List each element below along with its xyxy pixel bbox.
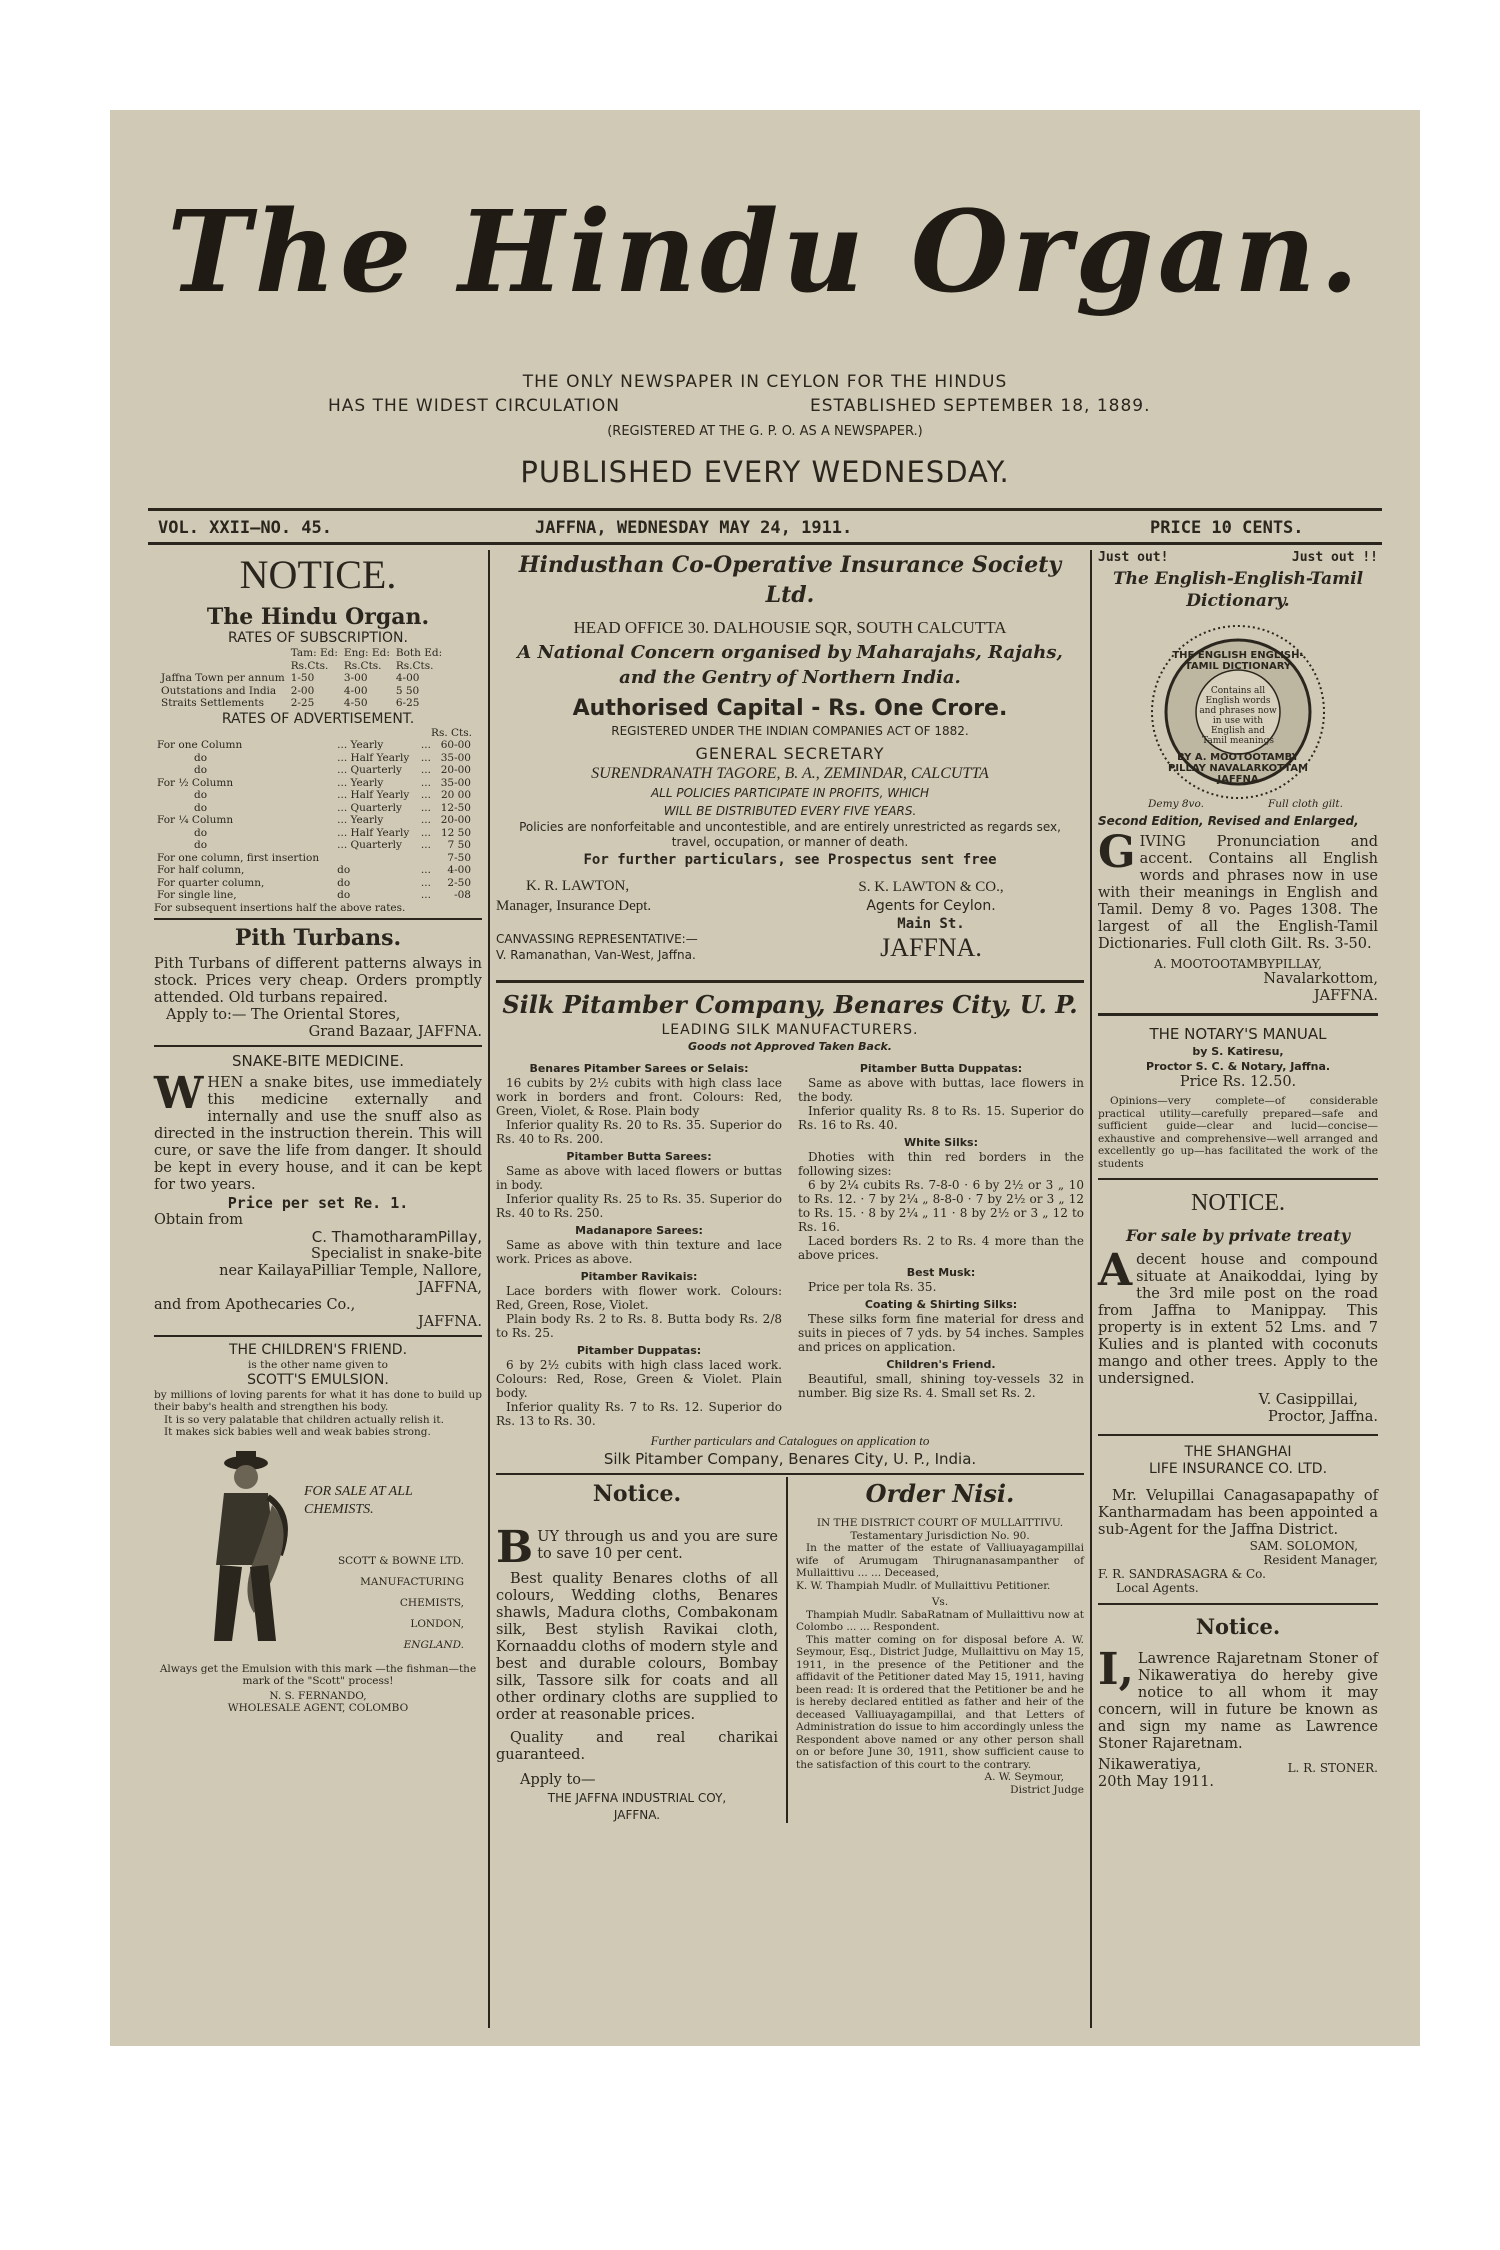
advertisement-cell: 20-00 — [440, 764, 471, 776]
advertisement-cell: For one Column — [157, 739, 243, 751]
notary-title: THE NOTARY'S MANUAL — [1149, 1025, 1327, 1043]
canvassing-name: V. Ramanathan, Van-West, Jaffna. — [496, 948, 696, 962]
silk-item-text: Same as above with laced flowers or buttas in body. — [496, 1164, 782, 1192]
silk-item-text: Dhoties with thin red borders in the following sizes: — [798, 1150, 1084, 1178]
cf-agent: N. S. FERNANDO, — [269, 1689, 367, 1702]
advertisement-cell: ... Half Yearly — [337, 826, 410, 839]
cf-sub: is the other name given to — [248, 1359, 388, 1371]
silk-goods: Goods not Approved Taken Back. — [688, 1040, 892, 1053]
cf-agent-2: WHOLESALE AGENT, COLOMBO — [227, 1702, 409, 1714]
advertisement-table — [154, 739, 474, 902]
advertisement-cell: ... Yearly — [337, 814, 384, 826]
notice-company: THE JAFFNA INDUSTRIAL COY, — [547, 1791, 727, 1805]
insurance-capital: Authorised Capital - Rs. One Crore. — [572, 696, 1008, 721]
silk-left-column — [496, 1058, 782, 1428]
silk-item-heading: Madanapore Sarees: — [575, 1224, 703, 1237]
dictionary-edition: Second Edition, Revised and Enlarged, — [1098, 814, 1359, 828]
dateline: JAFFNA, WEDNESDAY MAY 24, 1911. — [535, 518, 853, 538]
rule — [154, 1335, 482, 1337]
advertisement-cell: do — [194, 826, 208, 839]
agent-name: S. K. LAWTON & CO., — [858, 879, 1004, 895]
advertisement-cell: 12-50 — [440, 801, 471, 814]
masthead-title: The Hindu Organ. — [167, 187, 1363, 318]
notice-block — [496, 1477, 778, 1823]
silk-item-text: Laced borders Rs. 2 to Rs. 4 more than the above prices. — [798, 1234, 1084, 1262]
name-notice-dropcap: I, — [1098, 1644, 1134, 1695]
silk-columns — [496, 1058, 1084, 1428]
cf-maker — [304, 1551, 464, 1656]
shanghai-title: THE SHANGHAI — [1184, 1444, 1292, 1460]
name-notice-block — [1098, 1644, 1378, 1753]
advertisement-cell: ... — [420, 839, 431, 851]
silk-item-heading: Pitamber Butta Duppatas: — [859, 1062, 1023, 1075]
organ-title: The Hindu Organ. — [206, 604, 430, 630]
seal-inner-text: Contains all English words and phrases now in use with English and Tamil meanings — [1199, 686, 1277, 746]
notice-heading-2: Notice. — [592, 1481, 682, 1507]
snake-obtain: Obtain from — [154, 1212, 244, 1228]
silk-item-text: Lace borders with flower work. Colours: Red, Green, Rose, Violet. — [496, 1284, 782, 1312]
cf-body-1: by millions of loving parents for what it has done to build up their baby's health and strengthen his body. — [154, 1388, 482, 1413]
shanghai-title-2: LIFE INSURANCE CO. LTD. — [1148, 1461, 1328, 1477]
rule — [1098, 1178, 1378, 1180]
dictionary-author: A. MOOTOOTAMBYPILLAY, — [1154, 957, 1322, 971]
pith-heading: Pith Turbans. — [234, 925, 402, 951]
rule — [496, 1473, 1084, 1475]
advertisement-cell: do — [194, 751, 208, 764]
column-2 — [496, 550, 1084, 1823]
notary-role: Proctor S. C. & Notary, Jaffna. — [1145, 1060, 1331, 1073]
canvassing-label: CANVASSING REPRESENTATIVE:— — [496, 932, 698, 946]
advertisement-cell: ... Half Yearly — [337, 751, 410, 764]
subscription-cell: Straits Settlements — [161, 697, 264, 709]
masthead-published: PUBLISHED EVERY WEDNESDAY. — [520, 455, 1010, 489]
seal-top-text: THE ENGLISH ENGLISH-TAMIL DICTIONARY — [1172, 650, 1304, 672]
order-judge: A. W. Seymour, — [984, 1771, 1064, 1783]
advertisement-cell: ... — [420, 739, 431, 751]
rule — [1098, 1013, 1378, 1016]
advertisement-cell: ... Quarterly — [337, 801, 402, 814]
agent-city: JAFFNA. — [880, 933, 982, 962]
subscription-cell: 2-25 — [290, 697, 315, 709]
subscription-header-cell — [158, 647, 288, 660]
subscription-unit-cell: Rs.Cts. — [343, 659, 382, 672]
silk-item-text: Same as above with thin texture and lace work. Prices as above. — [496, 1238, 782, 1266]
snake-city: JAFFNA, — [417, 1280, 482, 1296]
advertisement-row — [154, 814, 474, 827]
subscription-row — [158, 672, 445, 685]
column-3 — [1098, 550, 1378, 1791]
insurance-concern: A National Concern organised by Maharajahs, Rajahs, and the Gentry of Northern India. — [517, 642, 1063, 688]
advertisement-row — [154, 789, 474, 802]
advertisement-cell — [334, 852, 418, 865]
seal-bottom-text: BY A. MOOTOOTAMBY PILLAY NAVALARKOTTAM JAFFNA — [1168, 752, 1308, 785]
insurance-profits-2: WILL BE DISTRIBUTED EVERY FIVE YEARS. — [663, 804, 917, 818]
advertisement-cell: ... — [420, 826, 431, 839]
subscription-row — [158, 685, 445, 698]
name-notice-place: Nikaweratiya, — [1098, 1757, 1202, 1773]
notice-heading: NOTICE. — [239, 552, 397, 597]
order-jurisdiction: Testamentary Jurisdiction No. 90. — [850, 1529, 1030, 1542]
silk-right-column — [798, 1058, 1084, 1428]
advertisement-row — [154, 864, 474, 877]
subscription-header-cell: Eng: Ed: — [343, 647, 390, 659]
pith-apply: Apply to:— The Oriental Stores, — [166, 1007, 401, 1023]
advertisement-cell: ... — [420, 864, 431, 876]
silk-item-text: 6 by 2½ cubits with high class laced work. Colours: Red, Rose, Green & Violet. Plain body. — [496, 1358, 782, 1400]
notary-opinions: Opinions—very complete—of considerable practical utility—carefully prepared—safe and sufficient guide—clear and lucid—concise—exhaustive and comprehensive—well arranged and excellently go up—has facilitated the work of the students — [1098, 1095, 1378, 1170]
snake-heading: SNAKE-BITE MEDICINE. — [231, 1052, 405, 1070]
advertisement-row — [154, 889, 474, 902]
cf-maker-line: LONDON, — [410, 1617, 464, 1630]
column-rule-1 — [488, 550, 490, 2028]
advertisement-cell: 2-50 — [447, 876, 471, 889]
order-court: IN THE DISTRICT COURT OF MULLAITTIVU. — [816, 1517, 1064, 1529]
snake-block — [154, 1068, 482, 1194]
advertisement-cell: 4-00 — [447, 864, 471, 876]
advertisement-cell: 12 50 — [440, 826, 471, 839]
seal-left-text: Demy 8vo. — [1148, 798, 1204, 810]
insurance-office: HEAD OFFICE 30. DALHOUSIE SQR, SOUTH CALCUTTA — [573, 618, 1007, 637]
rule — [1098, 1434, 1378, 1436]
cf-maker-line: CHEMISTS, — [399, 1596, 464, 1609]
silk-item-heading: Pitamber Ravikais: — [580, 1270, 698, 1283]
dictionary-body-block — [1098, 827, 1378, 953]
newspaper-page — [110, 110, 1420, 2046]
advertisement-cell: ... — [420, 751, 431, 764]
silk-item-text: These silks form fine material for dress and suits in pieces of 7 yds. by 54 inches. Samples and prices on application. — [798, 1312, 1084, 1354]
rule-top — [148, 508, 1382, 511]
subscription-cell: 6-25 — [395, 697, 420, 709]
dictionary-seal-block — [1098, 612, 1378, 812]
pith-address: Grand Bazaar, JAFFNA. — [308, 1024, 482, 1040]
agent-street: Main St. — [897, 916, 965, 932]
order-party: K. W. Thampiah Mudlr. of Mullaittivu Petitioner. — [796, 1579, 1051, 1592]
advertisement-row — [154, 802, 474, 815]
advertisement-row — [154, 739, 474, 752]
price: PRICE 10 CENTS. — [1150, 518, 1304, 538]
notice-heading-4: Notice. — [1195, 1614, 1281, 1639]
silk-item-text: Plain body Rs. 2 to Rs. 8. Butta body Rs. 2/8 to Rs. 25. — [496, 1312, 782, 1340]
silk-item-heading: Pitamber Butta Sarees: — [566, 1150, 712, 1163]
cf-sale: FOR SALE AT ALL CHEMISTS. — [304, 1483, 413, 1517]
silk-title: Silk Pitamber Company, Benares City, U. P. — [502, 990, 1078, 1019]
dictionary-city: JAFFNA. — [1313, 988, 1378, 1004]
cf-maker-line: ENGLAND. — [403, 1638, 464, 1651]
silk-item-text: Same as above with buttas, lace flowers in the body. — [798, 1076, 1084, 1104]
pith-body: Pith Turbans of different patterns always in stock. Prices very cheap. Orders promptly attended. Old turbans repaired. — [154, 956, 482, 1006]
notice-lead: UY through us and you are sure to save 10 per cent. — [537, 1529, 778, 1562]
just-out-row — [1098, 550, 1378, 566]
rates-advertisement: RATES OF ADVERTISEMENT. — [221, 710, 415, 727]
seal-right-text: Full cloth gilt. — [1268, 798, 1343, 810]
sale-heading: For sale by private treaty — [1126, 1226, 1350, 1245]
silk-item-heading: Benares Pitamber Sarees or Selais: — [529, 1062, 749, 1075]
insurance-further: For further particulars, see Prospectus sent free — [583, 852, 997, 868]
silk-item-heading: Best Musk: — [906, 1266, 976, 1279]
silk-further: Further particulars and Catalogues on application to — [650, 1433, 930, 1448]
column-1 — [154, 550, 482, 1715]
advertisement-cell: ... — [420, 814, 431, 826]
advertisement-cell: 35-00 — [440, 751, 471, 764]
just-out-left: Just out! — [1098, 550, 1169, 565]
order-block — [796, 1477, 1084, 1823]
name-notice-footer — [1098, 1757, 1378, 1791]
advertisement-cell: do — [194, 839, 208, 851]
subscription-cell: 4-50 — [343, 697, 368, 709]
silk-item-text: Inferior quality Rs. 25 to Rs. 35. Superior do Rs. 40 to Rs. 250. — [496, 1192, 782, 1220]
rule — [154, 1045, 482, 1047]
snake-dropcap: W — [154, 1068, 204, 1119]
cf-ad-block — [154, 1445, 482, 1663]
subscription-unit-cell: Rs.Cts. — [290, 659, 329, 672]
advertisement-cell: For quarter column, — [157, 876, 265, 889]
notice-body: Best quality Benares cloths of all colours, Wedding cloths, Benares shawls, Madura cloths, Combakonam silk, Best stylish Ravikai cloth, Kornaaddu cloths of modern style and best and durable colours, Bombay silk, Tassore silk for coats and all other ordinary cloths are supplied to order at reasonable prices. — [496, 1571, 778, 1723]
cf-product: SCOTT'S EMULSION. — [247, 1371, 389, 1388]
advertisement-cell: 60-00 — [440, 739, 471, 751]
adv-units: Rs. Cts. — [431, 726, 472, 739]
advertisement-cell: do — [337, 876, 351, 889]
sale-role: Proctor, Jaffna. — [1267, 1409, 1378, 1425]
advertisement-cell: 7-50 — [447, 851, 471, 864]
advertisement-row — [154, 852, 474, 865]
advertisement-cell: ... Yearly — [337, 739, 384, 751]
sale-body: decent house and compound situate at Anaikoddai, lying by the 3rd mile post on the road from Jaffna to Manippay. This property is in extent 52 Lms. and 7 Kulies and is planted with coconuts mango and other trees. Apply to the undersigned. — [1098, 1252, 1378, 1387]
rule — [496, 980, 1084, 983]
subscription-cell: 4-00 — [343, 684, 368, 697]
advertisement-cell: ... — [420, 764, 431, 776]
subscription-cell: Outstations and India — [161, 684, 277, 697]
advertisement-cell: ... — [420, 889, 431, 901]
advertisement-row — [154, 764, 474, 777]
advertisement-cell: do — [337, 864, 351, 876]
advertisement-cell: 35-00 — [440, 776, 471, 789]
advertisement-cell: ... Half Yearly — [337, 789, 410, 801]
advertisement-cell: do — [194, 801, 208, 814]
cf-maker-line: MANUFACTURING — [360, 1575, 464, 1588]
name-notice-body: Lawrence Rajaretnam Stoner of Nikaweratiya do hereby give notice to all whom it may concern, will in future be known as and sign my name as Lawrence Stoner Rajaretnam. — [1098, 1651, 1378, 1752]
name-notice-date: 20th May 1911. — [1098, 1774, 1215, 1790]
volume-number: VOL. XXII—NO. 45. — [158, 518, 332, 538]
masthead-established: ESTABLISHED SEPTEMBER 18, 1889. — [810, 396, 1151, 416]
dictionary-body: IVING Pronunciation and accent. Contains all English words and phrases now in use with their meanings in English and Tamil. Demy 8 vo. Pages 1308. The largest of all the English-Tamil Dictionaries. Full cloth Gilt. Rs. 3-50. — [1098, 834, 1378, 952]
sale-name: V. Casippillai, — [1258, 1392, 1358, 1408]
insurance-title: Hindusthan Co-Operative Insurance Society Ltd. — [518, 552, 1062, 608]
masthead-tagline: THE ONLY NEWSPAPER IN CEYLON FOR THE HINDUS — [522, 372, 1008, 392]
snake-apothecaries: and from Apothecaries Co., — [154, 1297, 356, 1313]
sale-dropcap: A — [1098, 1245, 1133, 1296]
advertisement-cell: ... Yearly — [337, 776, 384, 789]
subscription-cell: 5 50 — [395, 684, 420, 697]
dictionary-dropcap: G — [1098, 827, 1136, 878]
cf-maker-line: SCOTT & BOWNE LTD. — [337, 1554, 464, 1567]
rule-dateline — [148, 542, 1382, 545]
snake-role: Specialist in snake-bite — [311, 1246, 482, 1262]
advertisement-cell: ... — [420, 801, 431, 814]
subscription-cell: 1-50 — [290, 672, 315, 684]
subscription-cell: 4-00 — [395, 672, 420, 684]
silk-item-heading: White Silks: — [903, 1136, 978, 1149]
cf-footer: Always get the Emulsion with this mark —the fishman—the mark of the "Scott" process! — [159, 1662, 477, 1687]
advertisement-cell: For one column, first insertion — [157, 851, 320, 864]
rule — [1098, 1603, 1378, 1605]
shanghai-agents: F. R. SANDRASAGRA & Co. — [1098, 1567, 1266, 1581]
shanghai-agents-role: Local Agents. — [1116, 1581, 1199, 1595]
order-judge-role: District Judge — [1010, 1783, 1084, 1796]
shanghai-body: Mr. Velupillai Canagasapapathy of Kantharmadam has been appointed a sub-Agent for the Jaffna District. — [1098, 1488, 1378, 1538]
subscription-header-cell: Tam: Ed: — [290, 647, 338, 659]
subscription-cell: Jaffna Town per annum — [161, 672, 285, 684]
advertisement-row — [154, 839, 474, 852]
insurance-contacts — [496, 870, 1084, 978]
shanghai-manager-role: Resident Manager, — [1263, 1553, 1378, 1567]
subscription-header-cell: Both Ed: — [395, 647, 443, 659]
insurance-gs: GENERAL SECRETARY — [695, 744, 885, 763]
silk-item-text: Beautiful, small, shining toy-vessels 32 in number. Big size Rs. 4. Small set Rs. 2. — [798, 1372, 1084, 1400]
subscription-row — [158, 697, 445, 710]
column-rule-2 — [1090, 550, 1092, 2028]
advertisement-cell: For half column, — [157, 864, 245, 876]
silk-item-text: 6 by 2¼ cubits Rs. 7-8-0 · 6 by 2½ or 3 „ 10 to Rs. 12. · 7 by 2¼ „ 8-8-0 · 7 by 2½ or 3 „ 12 to Rs. 15. · 8 by 2¼ „ 11 · 8 by 2½ or 3 „ 12 to Rs. 16. — [798, 1178, 1084, 1234]
advertisement-cell: 20 00 — [440, 789, 471, 801]
sale-body-block — [1098, 1245, 1378, 1388]
snake-name: C. ThamotharamPillay, — [311, 1228, 482, 1246]
subscription-unit-cell — [158, 660, 288, 673]
notice-heading-3: NOTICE. — [1191, 1190, 1285, 1216]
dictionary-place: Navalarkottom, — [1263, 971, 1378, 987]
advertisement-cell: 7 50 — [447, 839, 471, 851]
subscription-unit-cell: Rs.Cts. — [395, 659, 434, 672]
order-heading: Order Nisi. — [865, 1479, 1015, 1508]
rule — [154, 918, 482, 920]
notice-lead-block — [496, 1522, 778, 1573]
silk-item-text: Inferior quality Rs. 8 to Rs. 15. Superior do Rs. 16 to Rs. 40. — [798, 1104, 1084, 1132]
snake-price: Price per set Re. 1. — [227, 1194, 409, 1212]
order-body-1: In the matter of the estate of Valliuayagampillai wife of Arumugam Thirugnanasampanther of Mullaittivu ... ... Deceased, — [796, 1542, 1084, 1579]
advertisement-row — [154, 777, 474, 790]
advertisement-row — [154, 752, 474, 765]
silk-item-heading: Children's Friend. — [886, 1358, 996, 1371]
advertisement-cell: For ¼ Column — [157, 814, 234, 826]
advertisement-cell: -08 — [454, 889, 471, 901]
snake-body: HEN a snake bites, use immediately this medicine externally and internally and use the snuff also as directed in the instruction therein. This will cure, or save the life from danger. It should be kept in every house, and it can be kept for two years. — [154, 1075, 482, 1193]
notice-dropcap: B — [496, 1522, 534, 1573]
bottom-notices — [496, 1477, 1084, 1823]
silk-item-text: Inferior quality Rs. 7 to Rs. 12. Superior do Rs. 13 to Rs. 30. — [496, 1400, 782, 1428]
subscription-cell: 2-00 — [290, 684, 315, 697]
notice-rule — [786, 1477, 788, 1823]
agents-block — [796, 878, 1066, 963]
advertisement-cell: 20-00 — [440, 814, 471, 826]
notice-city: JAFFNA. — [613, 1808, 661, 1822]
advertisement-cell: do — [194, 789, 208, 801]
advertisement-cell: ... — [420, 776, 431, 789]
notary-price: Price Rs. 12.50. — [1179, 1074, 1297, 1090]
silk-item-heading: Coating & Shirting Silks: — [864, 1298, 1018, 1311]
just-out-right: Just out !! — [1291, 550, 1378, 565]
insurance-registered: REGISTERED UNDER THE INDIAN COMPANIES ACT OF 1882. — [611, 724, 969, 738]
silk-leading: LEADING SILK MANUFACTURERS. — [661, 1022, 919, 1038]
insurance-policies: Policies are nonforfeitable and uncontestible, and are entirely unrestricted as regards sex, travel, occupation, or manner of death. — [519, 820, 1061, 849]
masthead-circulation: HAS THE WIDEST CIRCULATION — [328, 396, 620, 416]
advertisement-cell: do — [337, 889, 351, 901]
advertisement-cell — [418, 852, 435, 865]
shanghai-manager: SAM. SOLOMON, — [1249, 1539, 1358, 1553]
fishman-illustration — [184, 1445, 304, 1655]
snake-city-2: JAFFNA. — [417, 1314, 482, 1330]
order-respondent: Thampiah Mudlr. SabaRatnam of Mullaittivu now at Colombo ... ... Respondent. — [796, 1608, 1084, 1633]
silk-item-heading: Pitamber Duppatas: — [576, 1344, 702, 1357]
agent-role: Agents for Ceylon. — [866, 898, 996, 914]
silk-item-text: Inferior quality Rs. 20 to Rs. 35. Superior do Rs. 40 to Rs. 200. — [496, 1118, 782, 1146]
insurance-gs-name: SURENDRANATH TAGORE, B. A., ZEMINDAR, CALCUTTA — [591, 765, 989, 782]
rates-subscription: RATES OF SUBSCRIPTION. — [228, 630, 408, 646]
advertisement-row — [154, 877, 474, 890]
order-body-2: This matter coming on for disposal before A. W. Seymour, Esq., District Judge, Mullaittivu on May 15, 1911, in the presence of the Petitioner and the affidavit of the Petitioner dated May 15, 1911, having been read: It is ordered that the Petitioner be and he is hereby declared entitled as father and heir of the deceased Valliuayagampillai, and that Letters of Administration do issue to him accordingly unless the Respondent above named or any other person shall on or before June 30, 1911, show sufficient cause to the satisfaction of this court to the contrary. — [796, 1633, 1084, 1771]
notary-by: by S. Katiresu, — [1192, 1045, 1284, 1058]
adv-footer: For subsequent insertions half the above rates. — [154, 901, 406, 914]
dictionary-title: The English-English-Tamil Dictionary. — [1112, 569, 1364, 611]
silk-company: Silk Pitamber Company, Benares City, U. P., India. — [603, 1450, 977, 1468]
advertisement-cell: For single line, — [157, 889, 237, 901]
silk-item-text: Price per tola Rs. 35. — [808, 1280, 937, 1294]
advertisement-cell: do — [194, 764, 208, 776]
cf-body-2: It is so very palatable that children actually relish it. — [164, 1413, 444, 1426]
notice-quality: Quality and real charikai guaranteed. — [496, 1730, 778, 1763]
manager-name: K. R. LAWTON, — [526, 878, 630, 894]
insurance-profits: ALL POLICIES PARTICIPATE IN PROFITS, WHICH — [650, 786, 930, 800]
subscription-table — [158, 647, 445, 710]
advertisement-cell: ... — [420, 876, 431, 889]
manager-role: Manager, Insurance Dept. — [496, 898, 652, 914]
advertisement-cell: ... Quarterly — [337, 839, 402, 851]
snake-location: near KailayaPilliar Temple, Nallore, — [219, 1263, 482, 1279]
advertisement-row — [154, 827, 474, 840]
advertisement-cell: For ½ Column — [157, 776, 234, 789]
cf-body-3: It makes sick babies well and weak babies strong. — [164, 1426, 431, 1438]
cf-heading: THE CHILDREN'S FRIEND. — [228, 1342, 408, 1358]
order-vs: Vs. — [931, 1596, 949, 1608]
name-notice-signature: L. R. STONER. — [1287, 1761, 1378, 1775]
advertisement-cell: ... — [420, 789, 431, 801]
notice-apply: Apply to— — [520, 1772, 596, 1788]
silk-item-text: 16 cubits by 2½ cubits with high class lace work in borders and front. Colours: Red, Green, Violet, & Rose. Plain body — [496, 1076, 782, 1118]
masthead-registered: (REGISTERED AT THE G. P. O. AS A NEWSPAPER.) — [607, 424, 923, 439]
advertisement-cell: ... Quarterly — [337, 764, 402, 776]
subscription-cell: 3-00 — [343, 672, 368, 684]
